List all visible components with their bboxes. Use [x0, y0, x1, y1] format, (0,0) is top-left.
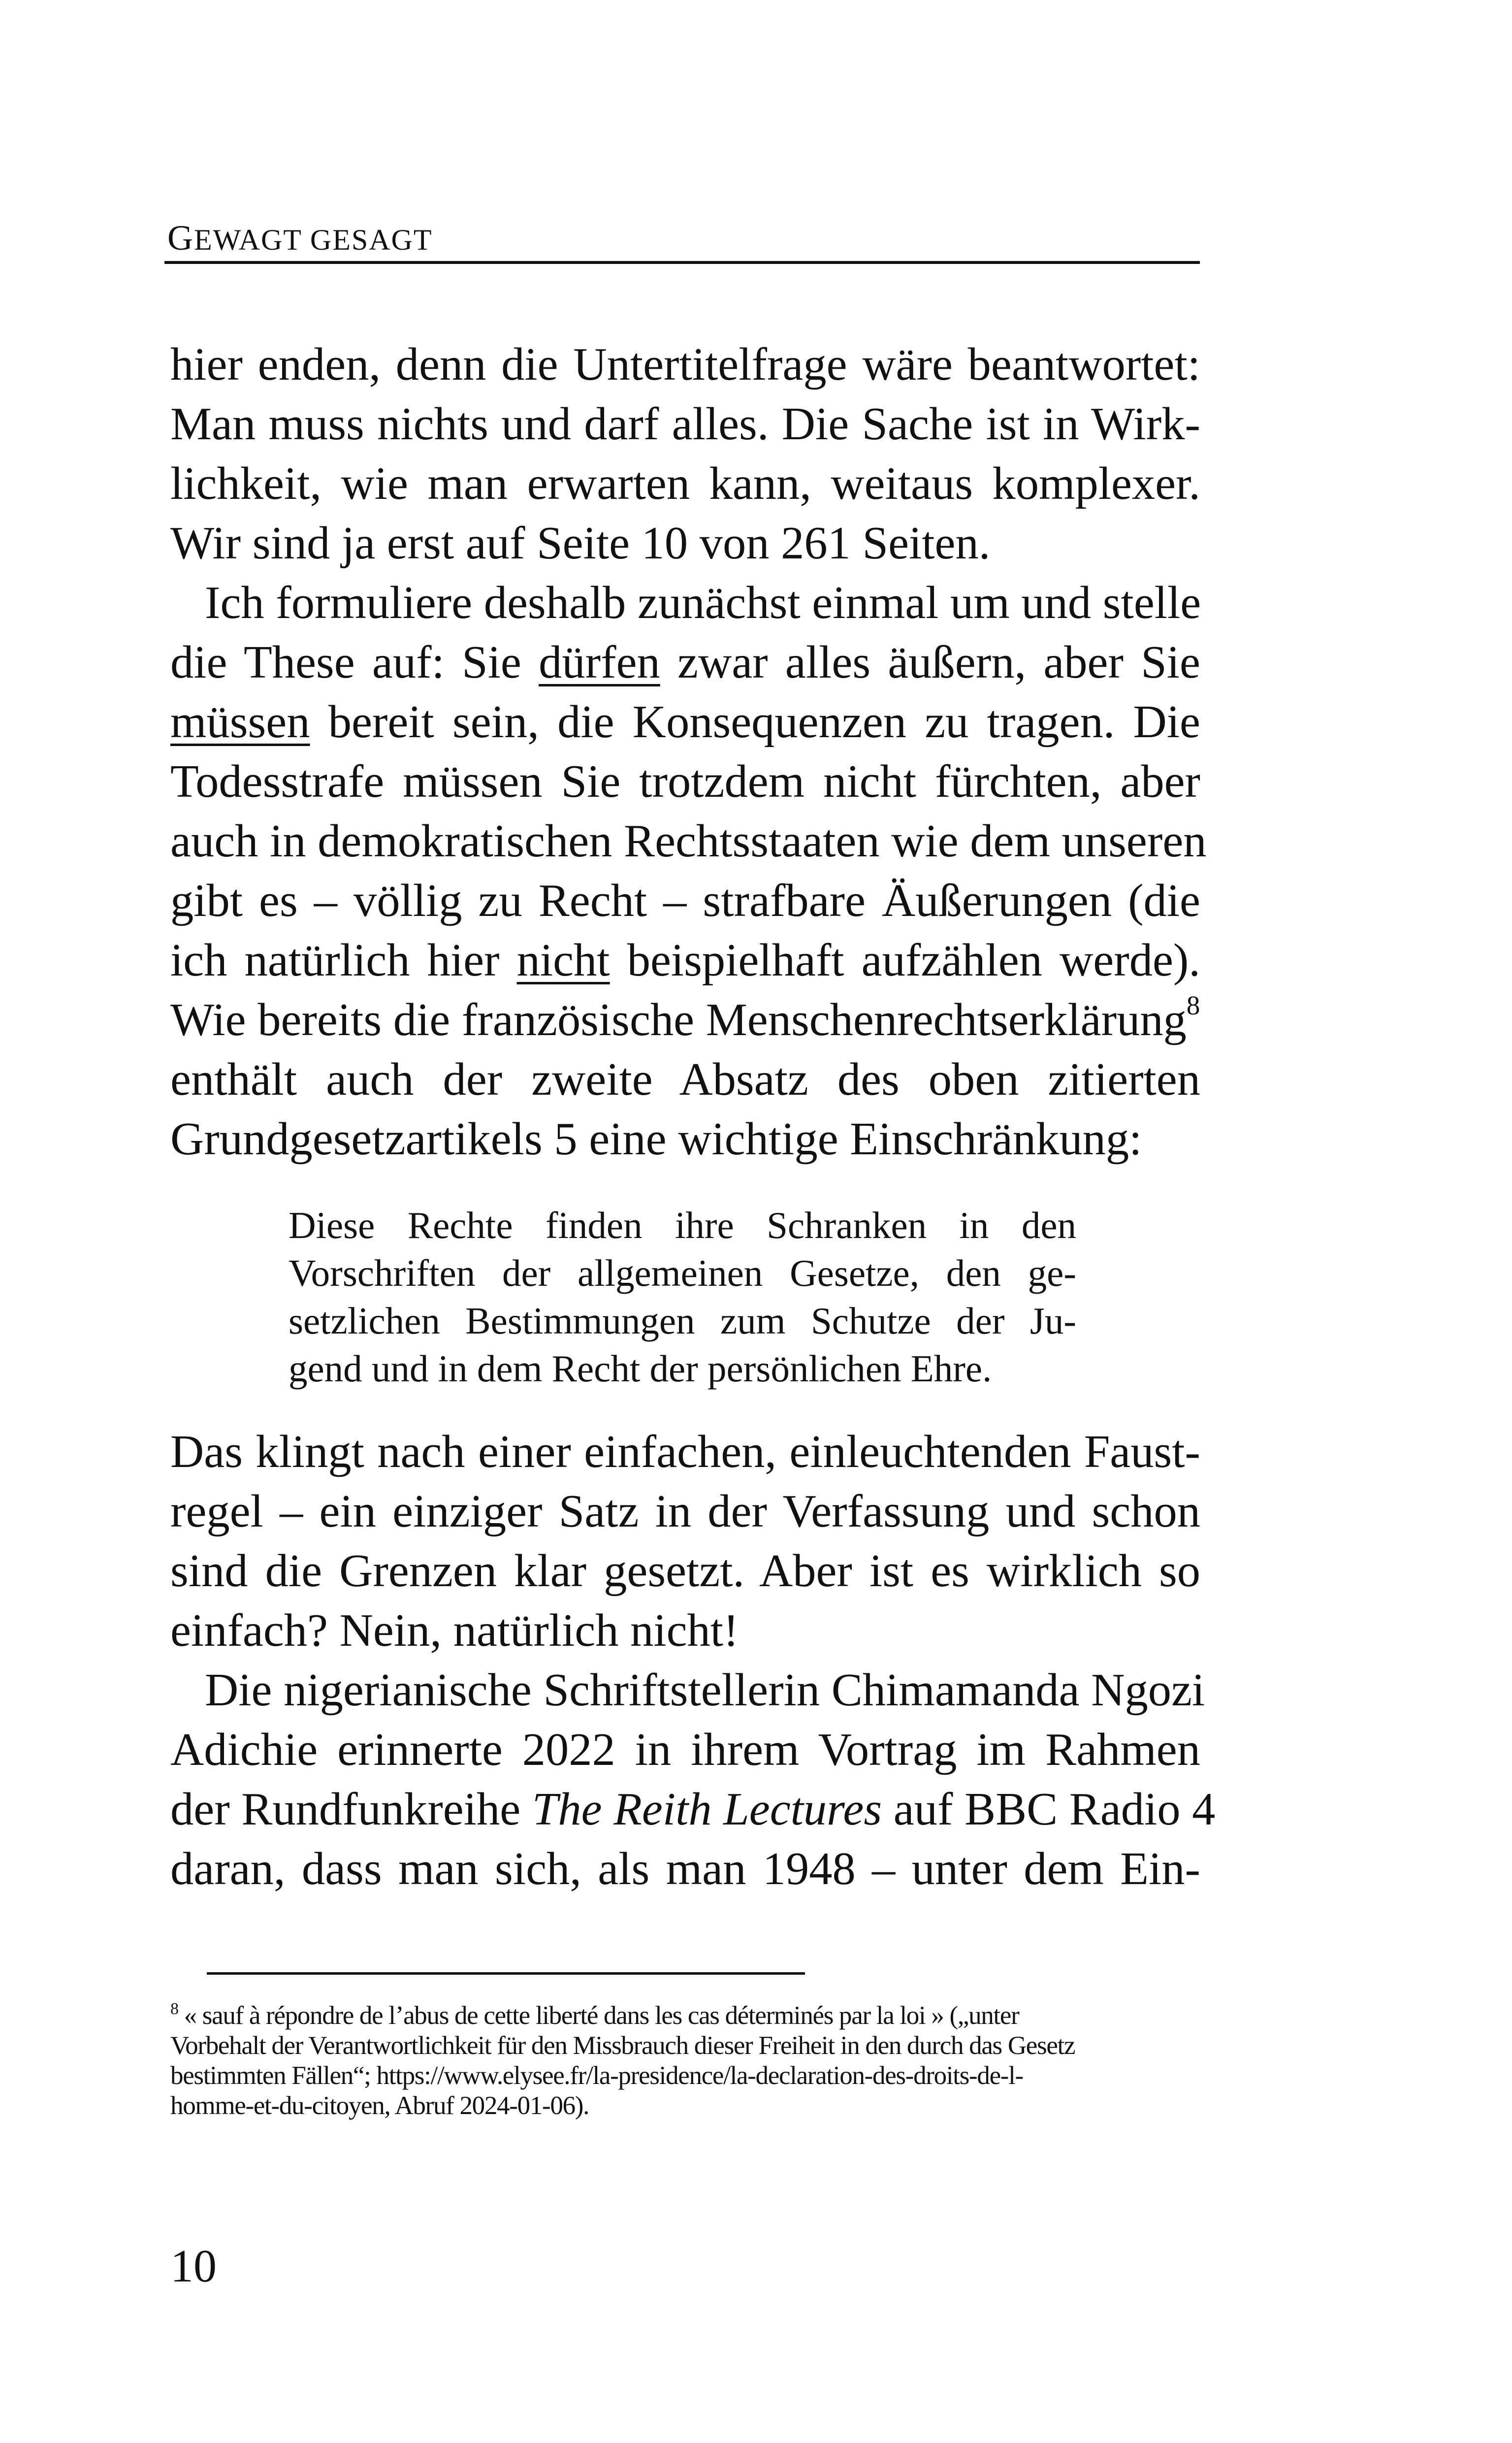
paragraph4-line	[170, 1780, 1216, 1839]
paragraph2-line: Ich formuliere deshalb zunächst einmal um und stelle	[205, 577, 1201, 628]
paragraph3-line: regel – ein einziger Satz in der Verfassung und schon	[170, 1486, 1200, 1537]
footnote-reference[interactable]: 8	[1186, 990, 1200, 1020]
paragraph1-line: lichkeit, wie man erwarten kann, weitaus komplexer.	[170, 458, 1200, 509]
underlined-word: müssen	[170, 696, 310, 748]
footnote-line: Vorbehalt der Verantwortlichkeit für den Missbrauch dieser Freiheit in den durch das Gesetz	[170, 2031, 1075, 2060]
text-run: die These auf: Sie	[170, 637, 539, 688]
text-run: auf BBC Radio 4	[882, 1784, 1216, 1835]
text-run: bereit sein, die Konsequenzen zu tragen. Die	[310, 696, 1200, 748]
paragraph2-line: auch in demokratischen Rechtsstaaten wie dem unseren	[170, 815, 1207, 867]
paragraph2-line	[170, 990, 1200, 1050]
text-run: der Rundfunkreihe	[170, 1784, 532, 1835]
paragraph4-line: Die nigerianische Schriftstellerin Chimamanda Ngozi	[205, 1664, 1205, 1716]
header-rule	[164, 261, 1200, 264]
paragraph2-line	[170, 692, 1200, 752]
paragraph2-line: Todesstrafe müssen Sie trotzdem nicht fürchten, aber	[170, 756, 1200, 807]
main-text-lower	[170, 1422, 1216, 1899]
underlined-word: nicht	[516, 935, 610, 986]
page-number: 10	[170, 2241, 217, 2292]
footnote-line: bestimmten Fällen“; https://www.elysee.fr/la-presidence/la-declaration-des-droits-de-l-	[170, 2061, 1023, 2090]
paragraph3-line: einfach? Nein, natürlich nicht!	[170, 1605, 739, 1656]
paragraph2-line	[170, 931, 1200, 990]
text-run: Wie bereits die französische Menschenrechtserklärung	[170, 994, 1187, 1045]
italic-title: The Reith Lectures	[532, 1784, 882, 1835]
paragraph1-line: Man muss nichts und darf alles. Die Sache ist in Wirk-	[170, 398, 1200, 450]
paragraph1-line: Wir sind ja erst auf Seite 10 von 261 Seiten.	[170, 518, 991, 569]
running-head-text: EWAGT GESAGT	[194, 224, 433, 256]
text-run: zwar alles äußern, aber Sie	[660, 637, 1200, 688]
footnote-line	[170, 2001, 1185, 2031]
text-run: ich natürlich hier	[170, 935, 517, 986]
footnote-line: homme-et-du-citoyen, Abruf 2024-01-06).	[170, 2091, 589, 2120]
paragraph2-line: enthält auch der zweite Absatz des oben zitierten	[170, 1054, 1200, 1105]
main-text-upper	[170, 335, 1207, 1169]
running-head-initial: G	[167, 218, 194, 258]
text-run: « sauf à répondre de l’abus de cette liberté dans les cas déterminés par la loi » („unter	[178, 2001, 1019, 2030]
blockquote-line: Vorschriften der allgemeinen Gesetze, den ge-	[289, 1252, 1076, 1294]
underlined-word: dürfen	[539, 637, 660, 688]
paragraph4-line: daran, dass man sich, als man 1948 – unter dem Ein-	[170, 1843, 1200, 1894]
running-head	[167, 218, 433, 259]
paragraph1-line: hier enden, denn die Untertitelfrage wäre beantwortet:	[170, 339, 1200, 390]
paragraph3-line: Das klingt nach einer einfachen, einleuchtenden Faust-	[170, 1426, 1200, 1477]
footnote-rule	[207, 1972, 805, 1975]
blockquote-line: Diese Rechte finden ihre Schranken in den	[289, 1204, 1076, 1246]
blockquote-line: setzlichen Bestimmungen zum Schutze der Ju-	[289, 1300, 1076, 1342]
paragraph4-line: Adichie erinnerte 2022 in ihrem Vortrag im Rahmen	[170, 1724, 1200, 1775]
paragraph2-line: Grundgesetzartikels 5 eine wichtige Einschränkung:	[170, 1113, 1142, 1165]
paragraph2-line	[170, 633, 1200, 692]
paragraph2-line: gibt es – völlig zu Recht – strafbare Äußerungen (die	[170, 875, 1200, 926]
text-run: beispielhaft aufzählen werde).	[610, 935, 1200, 986]
blockquote-line: gend und in dem Recht der persönlichen Ehre.	[289, 1347, 992, 1390]
paragraph3-line: sind die Grenzen klar gesetzt. Aber ist es wirklich so	[170, 1545, 1200, 1596]
blockquote	[289, 1202, 1076, 1393]
footnote-8	[170, 2001, 1185, 2121]
footnote-marker: 8	[170, 2000, 178, 2018]
